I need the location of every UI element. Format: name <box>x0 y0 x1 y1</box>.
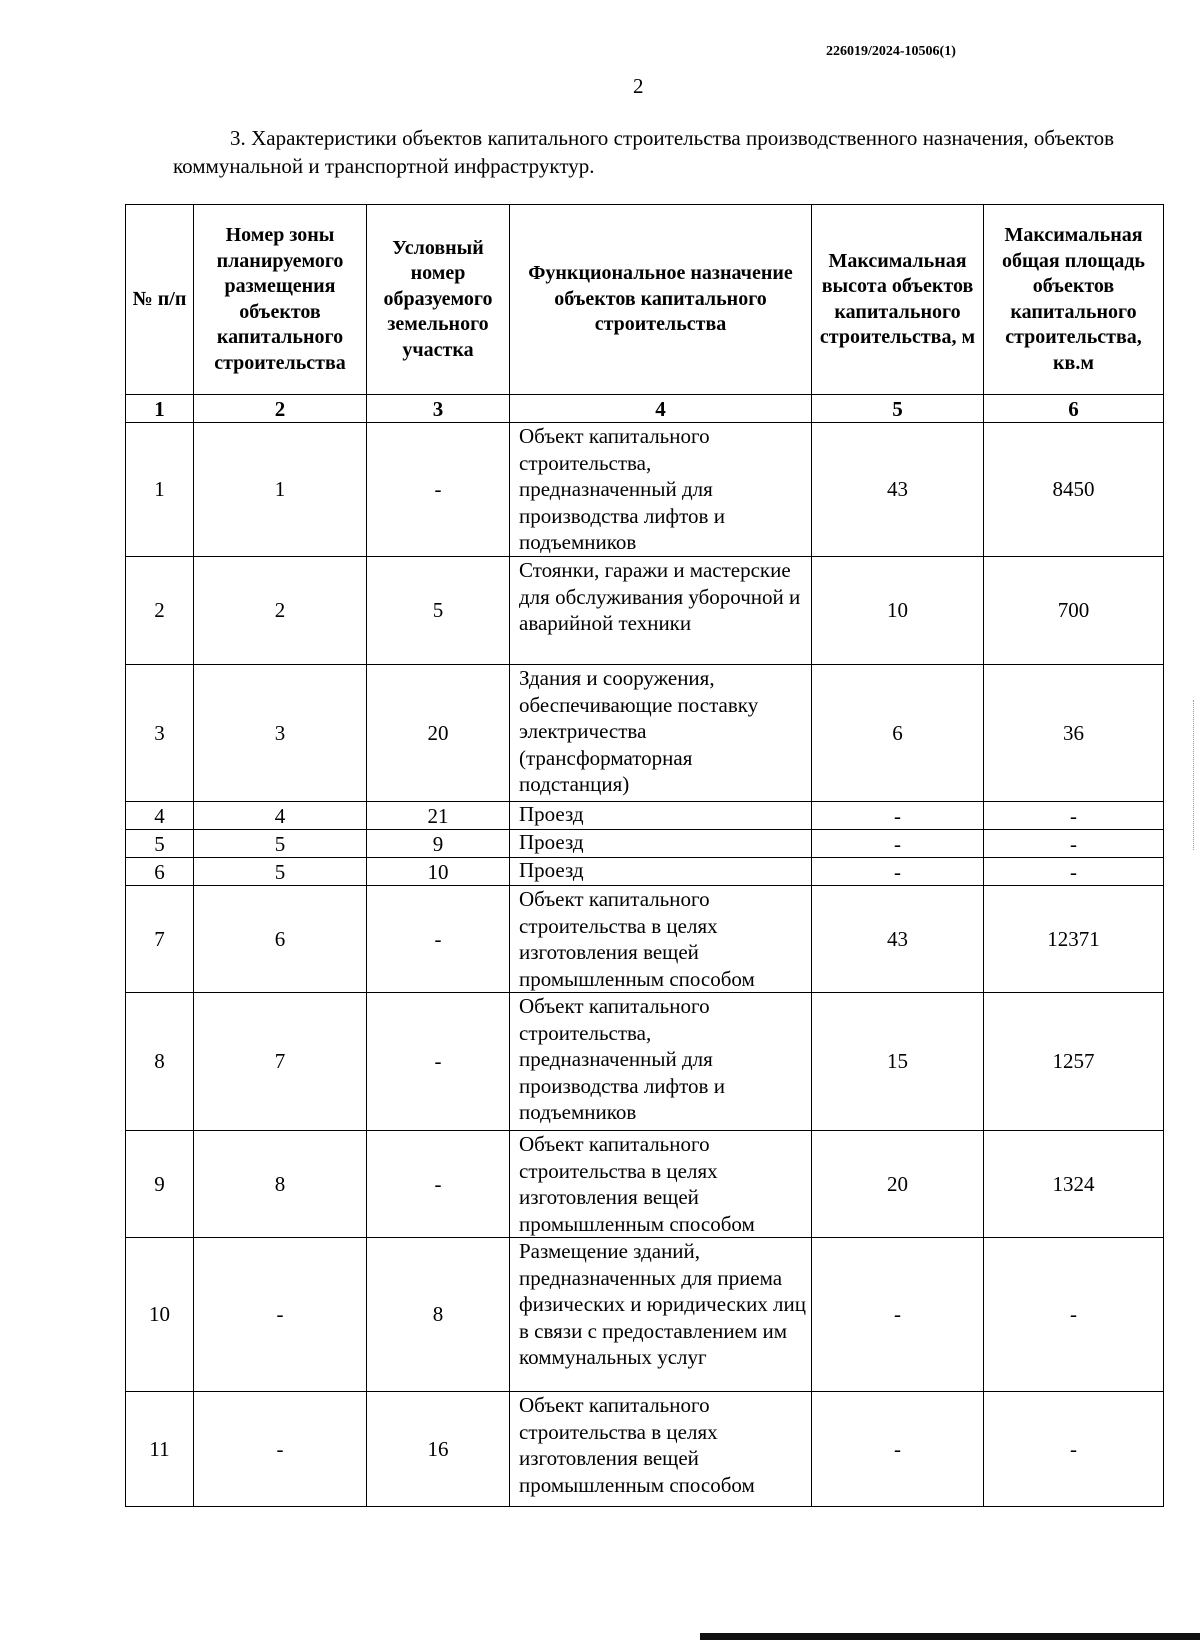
cell-zone-number: 8 <box>194 1131 367 1238</box>
header-plot: Условный номер образуемого земельного участка <box>367 205 510 395</box>
cell-function: Стоянки, гаражи и мастерские для обслуживания уборочной и аварийной техники <box>510 557 812 665</box>
table-header-row <box>126 205 1164 395</box>
table-row <box>126 1392 1164 1507</box>
characteristics-table <box>125 204 1164 1507</box>
cell-function: Проезд <box>510 858 812 886</box>
column-number: 6 <box>984 395 1164 423</box>
cell-plot-number: 5 <box>367 557 510 665</box>
cell-max-area: - <box>984 802 1164 830</box>
column-number: 3 <box>367 395 510 423</box>
cell-plot-number: 16 <box>367 1392 510 1507</box>
cell-zone-number: 4 <box>194 802 367 830</box>
column-number: 4 <box>510 395 812 423</box>
document-id: 226019/2024-10506(1) <box>826 44 956 59</box>
cell-zone-number: - <box>194 1392 367 1507</box>
cell-row-number: 2 <box>126 557 194 665</box>
cell-max-height: 15 <box>812 993 984 1131</box>
cell-plot-number: 10 <box>367 858 510 886</box>
cell-zone-number: 2 <box>194 557 367 665</box>
cell-function: Объект капитального строительства в целях изготовления вещей промышленным способом <box>510 886 812 993</box>
cell-max-area: 12371 <box>984 886 1164 993</box>
column-number: 1 <box>126 395 194 423</box>
scan-margin-marks <box>1193 700 1196 850</box>
cell-zone-number: 3 <box>194 665 367 802</box>
cell-max-area: - <box>984 830 1164 858</box>
cell-max-area: 1257 <box>984 993 1164 1131</box>
table-row <box>126 557 1164 665</box>
table-row <box>126 886 1164 993</box>
header-area: Максимальная общая площадь объектов капитального строительства, кв.м <box>984 205 1164 395</box>
cell-max-area: - <box>984 1238 1164 1392</box>
cell-row-number: 8 <box>126 993 194 1131</box>
cell-plot-number: 21 <box>367 802 510 830</box>
cell-max-area: 36 <box>984 665 1164 802</box>
cell-row-number: 9 <box>126 1131 194 1238</box>
cell-zone-number: 7 <box>194 993 367 1131</box>
cell-max-height: 20 <box>812 1131 984 1238</box>
cell-row-number: 1 <box>126 423 194 557</box>
cell-plot-number: - <box>367 1131 510 1238</box>
cell-max-height: - <box>812 1392 984 1507</box>
column-number: 2 <box>194 395 367 423</box>
cell-function: Проезд <box>510 802 812 830</box>
cell-function: Объект капитального строительства, предназначенный для производства лифтов и подъемников <box>510 423 812 557</box>
cell-zone-number: - <box>194 1238 367 1392</box>
cell-zone-number: 5 <box>194 830 367 858</box>
cell-max-area: 8450 <box>984 423 1164 557</box>
cell-function: Здания и сооружения, обеспечивающие поставку электричества (трансформаторная подстанция) <box>510 665 812 802</box>
header-function: Функциональное назначение объектов капитального строительства <box>510 205 812 395</box>
table-row <box>126 1131 1164 1238</box>
table-row <box>126 858 1164 886</box>
header-no: № п/п <box>126 205 194 395</box>
cell-row-number: 7 <box>126 886 194 993</box>
cell-row-number: 10 <box>126 1238 194 1392</box>
table-row <box>126 830 1164 858</box>
cell-max-height: 43 <box>812 423 984 557</box>
cell-row-number: 4 <box>126 802 194 830</box>
cell-max-height: - <box>812 802 984 830</box>
table-row <box>126 423 1164 557</box>
column-number-row <box>126 395 1164 423</box>
cell-zone-number: 1 <box>194 423 367 557</box>
cell-max-height: - <box>812 858 984 886</box>
cell-plot-number: - <box>367 886 510 993</box>
cell-max-area: - <box>984 858 1164 886</box>
cell-function: Объект капитального строительства в целях изготовления вещей промышленным способом <box>510 1131 812 1238</box>
cell-function: Проезд <box>510 830 812 858</box>
table-row <box>126 993 1164 1131</box>
cell-max-area: 700 <box>984 557 1164 665</box>
page-number: 2 <box>633 74 644 98</box>
cell-max-area: - <box>984 1392 1164 1507</box>
scan-edge <box>700 1633 1200 1640</box>
cell-plot-number: - <box>367 423 510 557</box>
cell-function: Размещение зданий, предназначенных для приема физических и юридических лиц в связи с предоставлением им коммунальных услуг <box>510 1238 812 1392</box>
cell-function: Объект капитального строительства в целях изготовления вещей промышленным способом <box>510 1392 812 1507</box>
cell-max-height: 6 <box>812 665 984 802</box>
table-row <box>126 1238 1164 1392</box>
cell-zone-number: 5 <box>194 858 367 886</box>
header-zone: Номер зоны планируемого размещения объектов капитального строительства <box>194 205 367 395</box>
cell-row-number: 6 <box>126 858 194 886</box>
cell-plot-number: 20 <box>367 665 510 802</box>
cell-max-area: 1324 <box>984 1131 1164 1238</box>
cell-plot-number: 9 <box>367 830 510 858</box>
cell-max-height: 43 <box>812 886 984 993</box>
cell-plot-number: - <box>367 993 510 1131</box>
header-height: Максимальная высота объектов капитального строительства, м <box>812 205 984 395</box>
cell-max-height: - <box>812 1238 984 1392</box>
cell-max-height: - <box>812 830 984 858</box>
cell-plot-number: 8 <box>367 1238 510 1392</box>
table-row <box>126 665 1164 802</box>
cell-zone-number: 6 <box>194 886 367 993</box>
cell-max-height: 10 <box>812 557 984 665</box>
column-number: 5 <box>812 395 984 423</box>
cell-row-number: 3 <box>126 665 194 802</box>
cell-row-number: 5 <box>126 830 194 858</box>
section-heading: 3. Характеристики объектов капитального строительства производственного назначения, объектов коммунальной и транспортной инфраструктур. <box>173 126 1114 178</box>
table-row <box>126 802 1164 830</box>
cell-row-number: 11 <box>126 1392 194 1507</box>
cell-function: Объект капитального строительства, предназначенный для производства лифтов и подъемников <box>510 993 812 1131</box>
